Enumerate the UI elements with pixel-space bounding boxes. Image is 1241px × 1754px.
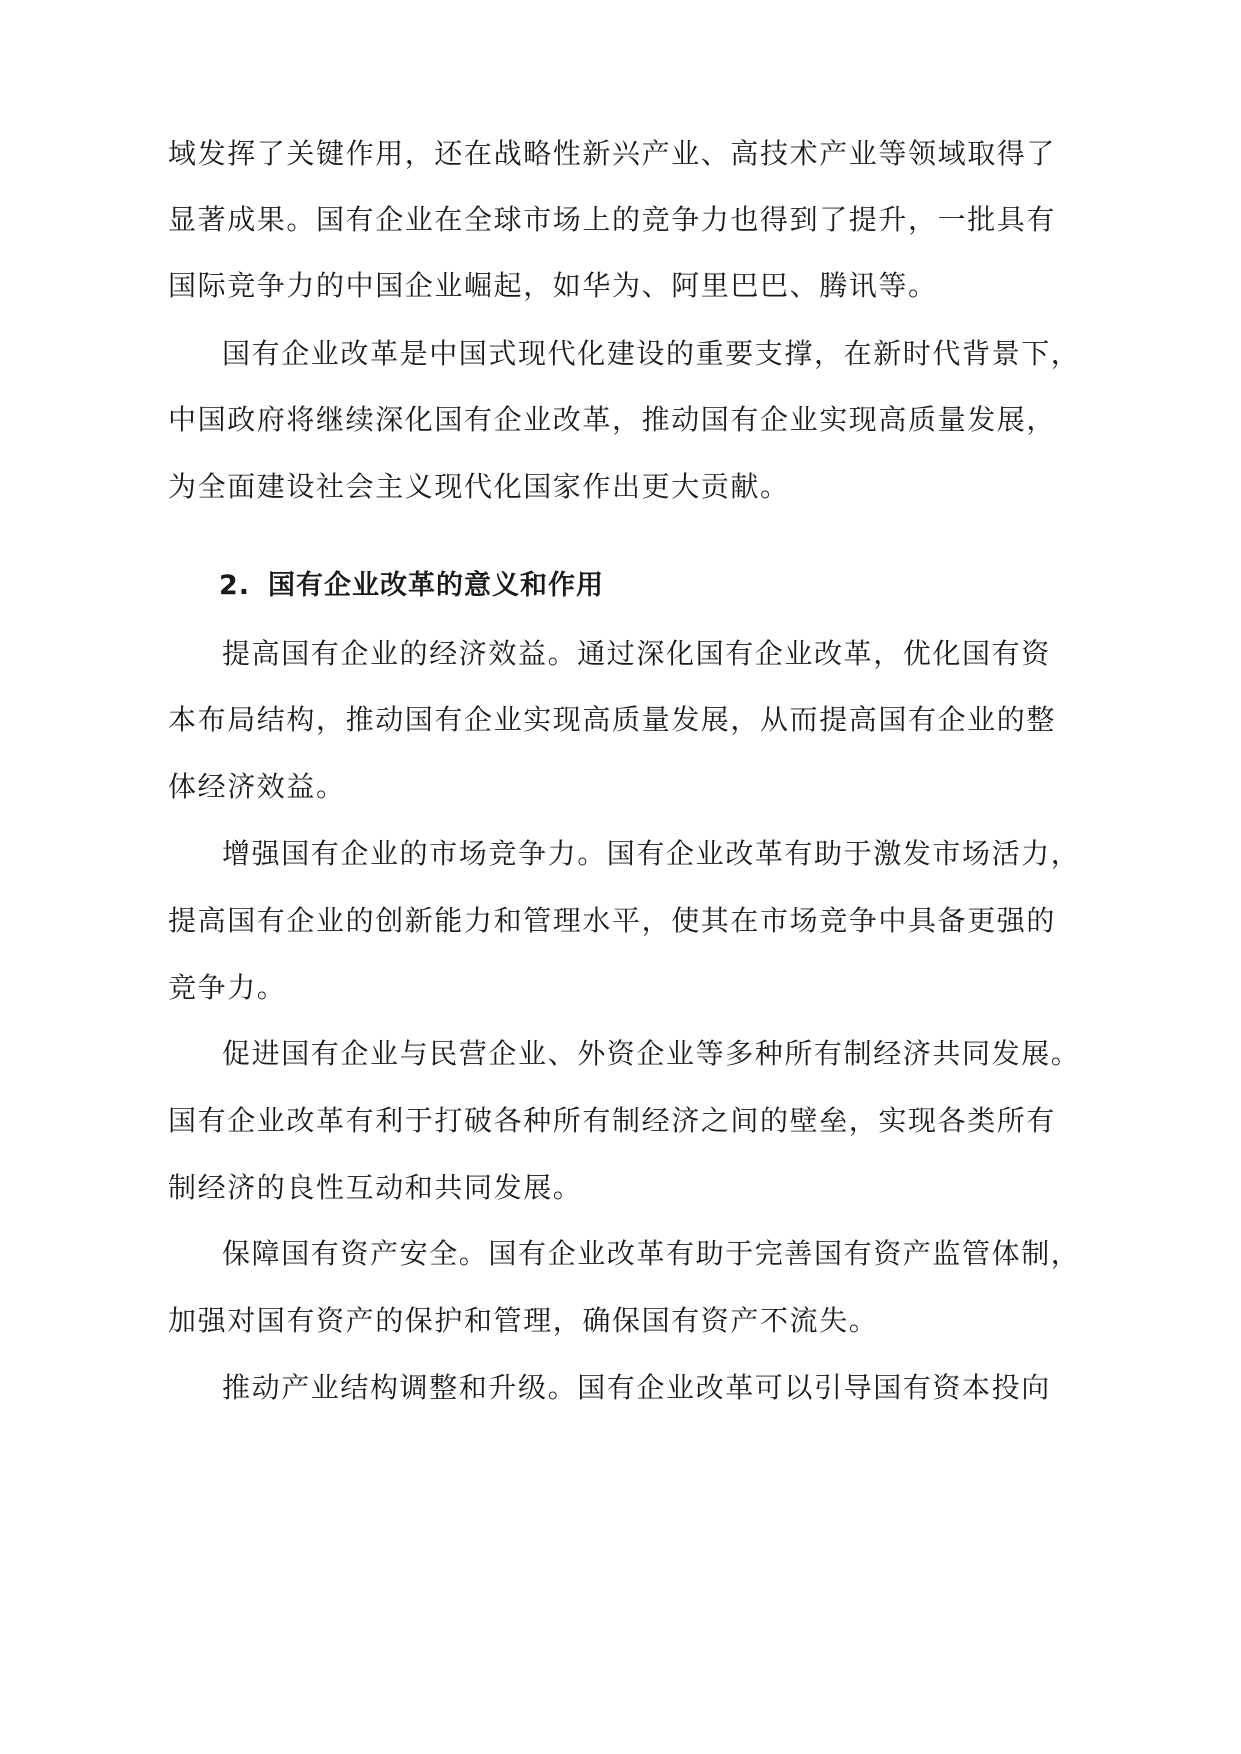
text-line: 显著成果。国有企业在全球市场上的竞争力也得到了提升，一批具有: [168, 203, 1057, 236]
text-line: 中国政府将继续深化国有企业改革，推动国有企业实现高质量发展，: [168, 403, 1057, 436]
text-line: 制经济的良性互动和共同发展。: [168, 1171, 583, 1204]
text-line: 国有企业改革是中国式现代化建设的重要支撑，在新时代背景下，: [222, 337, 1081, 370]
text-line: 本布局结构，推动国有企业实现高质量发展，从而提高国有企业的整: [168, 703, 1057, 736]
text-line: 促进国有企业与民营企业、外资企业等多种所有制经济共同发展。: [222, 1037, 1081, 1070]
text-line: 保障国有资产安全。国有企业改革有助于完善国有资产监管体制，: [222, 1237, 1081, 1270]
text-line: 推动产业结构调整和升级。国有企业改革可以引导国有资本投向: [222, 1371, 1051, 1404]
text-line: 国有企业改革有利于打破各种所有制经济之间的壁垒，实现各类所有: [168, 1104, 1057, 1137]
text-line: 域发挥了关键作用，还在战略性新兴产业、高技术产业等领域取得了: [168, 137, 1057, 170]
section-heading-number: 2.: [219, 570, 251, 601]
text-line: 加强对国有资产的保护和管理，确保国有资产不流失。: [168, 1304, 879, 1337]
text-line: 提高国有企业的经济效益。通过深化国有企业改革，优化国有资: [222, 637, 1051, 670]
text-line: 提高国有企业的创新能力和管理水平，使其在市场竞争中具备更强的: [168, 904, 1057, 937]
section-heading: [219, 554, 1241, 618]
section-heading-title: 国有企业改革的意义和作用: [268, 570, 605, 601]
text-line: 为全面建设社会主义现代化国家作出更大贡献。: [168, 470, 790, 503]
text-line: 增强国有企业的市场竞争力。国有企业改革有助于激发市场活力，: [222, 837, 1081, 870]
text-line: 体经济效益。: [168, 770, 346, 803]
text-line: 国际竞争力的中国企业崛起，如华为、阿里巴巴、腾讯等。: [168, 269, 938, 302]
text-line: 竞争力。: [168, 971, 287, 1004]
